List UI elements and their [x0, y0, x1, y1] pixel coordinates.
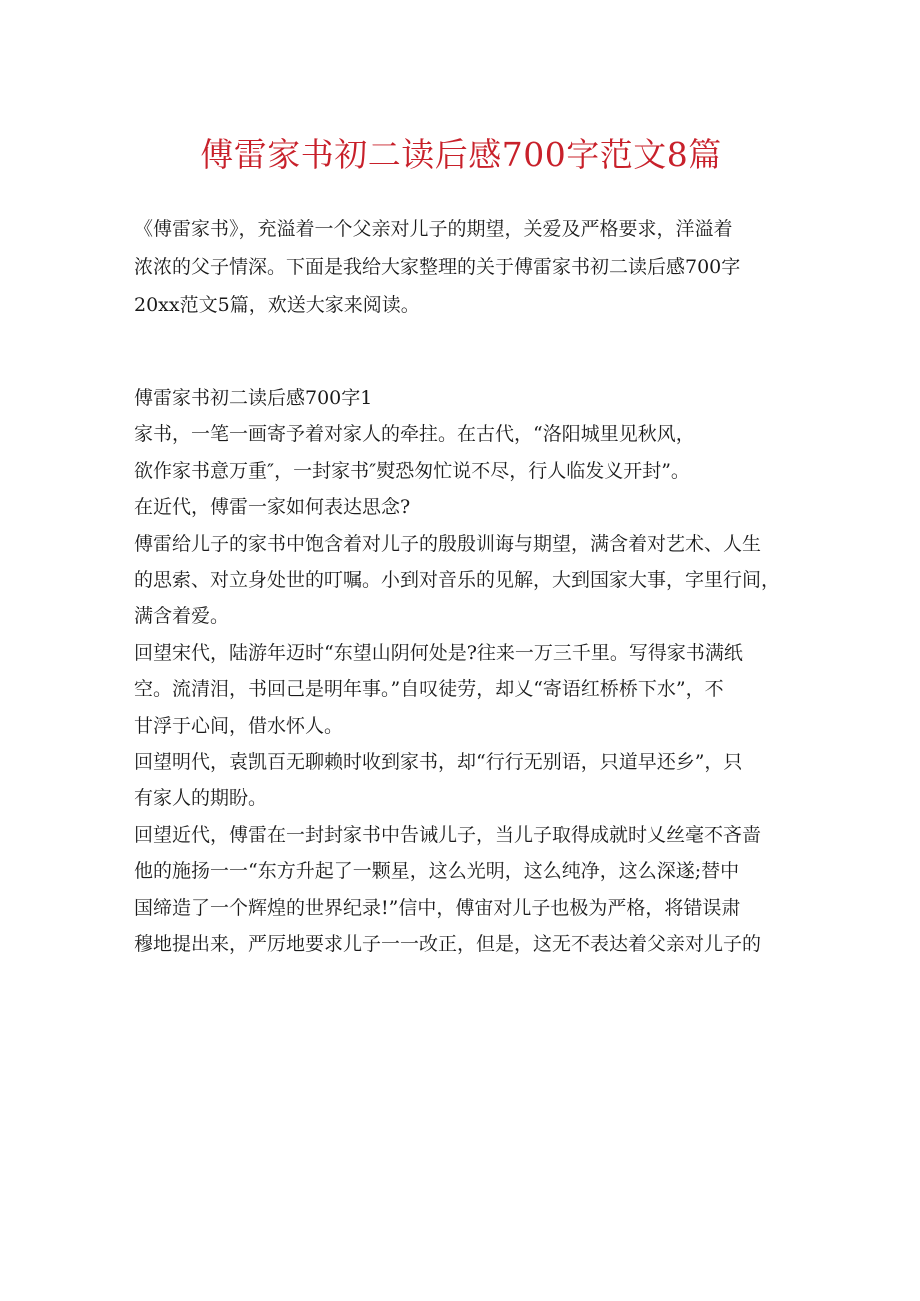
- body-paragraph: [134, 489, 788, 525]
- body-line: 国缔造了一个辉煌的世界纪录!”信中，傅宙对儿子也极为严格，将错误肃: [134, 896, 741, 919]
- section-heading: [134, 380, 788, 416]
- body-paragraph: [134, 526, 788, 635]
- body-line: 穆地提出来，严厉地要求儿子一一改正，但是，这无不表达着父亲对儿子的: [134, 933, 762, 956]
- document-title: 傅雷家书初二读后感700字范文8篇: [200, 135, 722, 174]
- intro-line: 《傅雷家书》，充溢着一个父亲对儿子的期望，关爱及严格要求，洋溢着: [134, 218, 733, 240]
- body-paragraph: [134, 635, 788, 744]
- body-line: 回望近代，傅雷在一封封家书中告诫儿子，当儿子取得成就时乂丝毫不吝啬: [134, 823, 762, 846]
- body-line: 的思索、对立身处世的叮嘱。小到对音乐的见解，大到国家大事，字里行间，: [134, 569, 781, 592]
- body-line: 空。流清泪，书回己是明年事。”自叹徒劳，却乂“寄语红桥桥下水”，不: [134, 678, 724, 701]
- intro-paragraph: [134, 210, 788, 324]
- intro-line: 20xx范文5篇，欢送大家来阅读。: [134, 294, 420, 316]
- body-paragraph: [134, 817, 788, 963]
- body-line: 回望明代，袁凯百无聊赖时收到家书，却“行行无别语，只道早还乡”，只: [134, 751, 743, 774]
- body-line: 家书，一笔一画寄予着对家人的牵拄。在古代，“洛阳城里见秋风，: [134, 423, 695, 446]
- body-line: 在近代，傅雷一家如何表达思念?: [134, 496, 411, 519]
- body-paragraph: [134, 416, 788, 489]
- essay-body: [134, 380, 788, 963]
- body-line: 甘浮于心间，借水怀人。: [134, 714, 344, 737]
- body-line: 傅雷给儿子的家书中饱含着对儿子的殷殷训诲与期望，满含着对艺术、人生: [134, 532, 762, 555]
- body-line: 有家人的期盼。: [134, 787, 268, 810]
- body-line: 欲作家书意万重″，一封家书″熨恐匆忙说不尽，行人临发义开封”。: [134, 459, 690, 482]
- section-heading-text: 傅雷家书初二读后感700字1: [134, 387, 373, 409]
- body-paragraph: [134, 744, 788, 817]
- intro-line: 浓浓的父子情深。下面是我给大家整理的关于傅雷家书初二读后感700字: [134, 256, 741, 278]
- body-line: 满含着爱。: [134, 605, 230, 628]
- body-line: 他的施扬一一“东方升起了一颗星，这么光明，这么纯净，这么深遂;替中: [134, 860, 740, 883]
- body-line: 回望宋代，陆游年迈时“东望山阴何处是?往来一万三千里。写得家书满纸: [134, 641, 743, 664]
